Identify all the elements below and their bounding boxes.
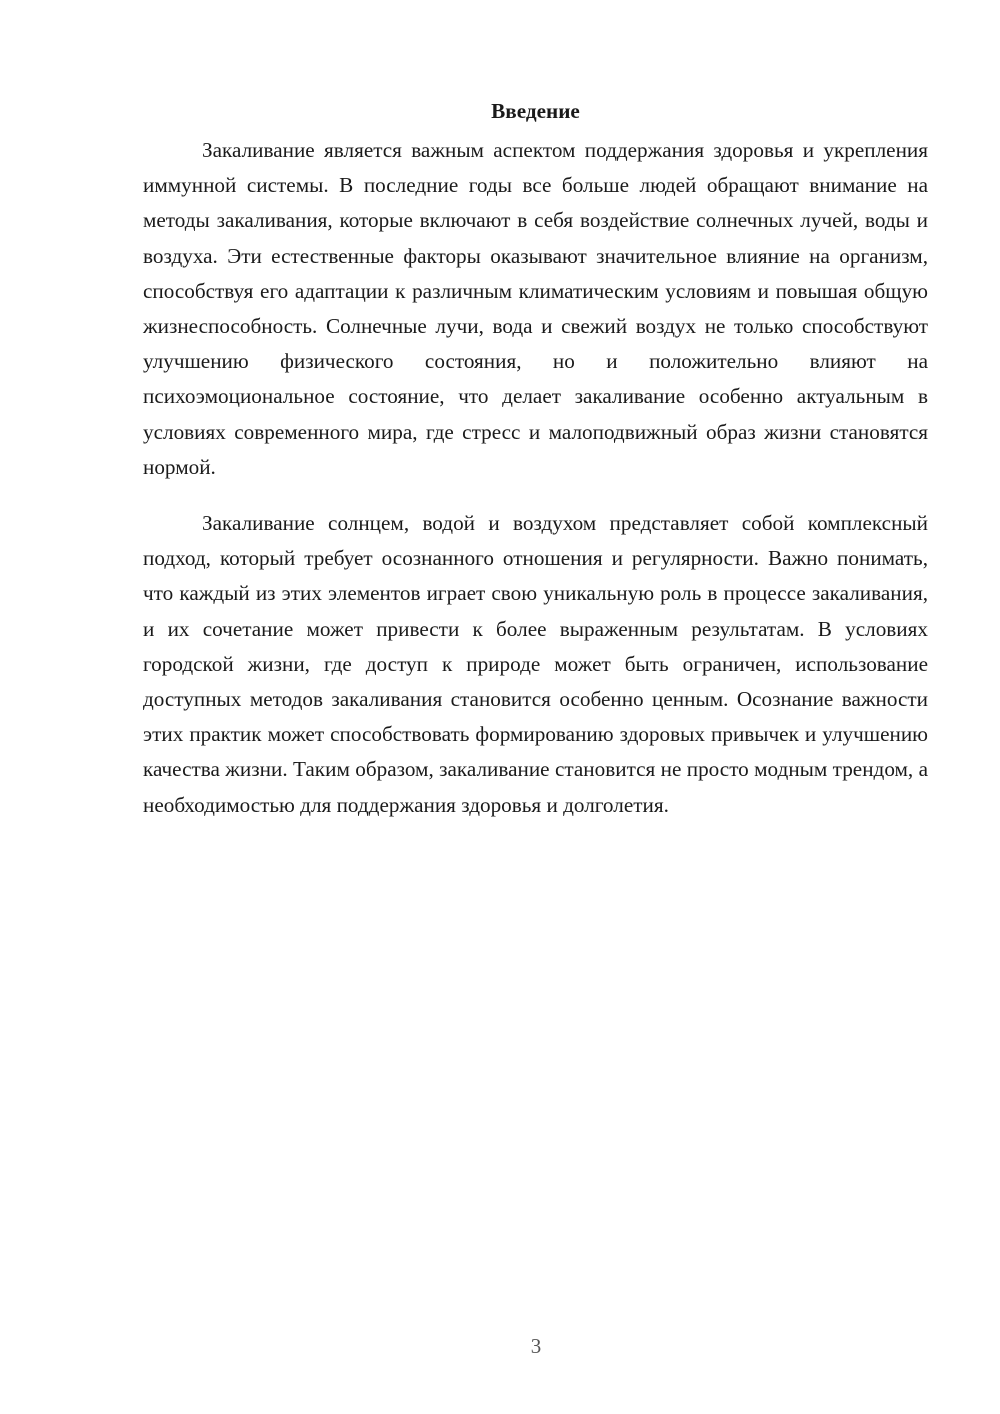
page-content — [143, 95, 928, 823]
paragraph-2: Закаливание солнцем, водой и воздухом представляет собой комплексный подход, который требует осознанного отношения и регулярности. Важно понимать, что каждый из этих элементов играет свою уникальную роль в процессе закаливания, и их сочетание может привести к более выраженным результатам. В условиях городской жизни, где доступ к природе может быть ограничен, использование доступных методов закаливания становится особенно ценным. Осознание важности этих практик может способствовать формированию здоровых привычек и улучшению качества жизни. Таким образом, закаливание становится не просто модным трендом, а необходимостью для поддержания здоровья и долголетия. — [143, 511, 928, 817]
paragraph-1: Закаливание является важным аспектом поддержания здоровья и укрепления иммунной системы. В последние годы все больше людей обращают внимание на методы закаливания, которые включают в себя воздействие солнечных лучей, воды и воздуха. Эти естественные факторы оказывают значительное влияние на организм, способствуя его адаптации к различным климатическим условиям и повышая общую жизнеспособность. Солнечные лучи, вода и свежий воздух не только способствуют улучшению физического состояния, но и положительно влияют на психоэмоциональное состояние, что делает закаливание особенно актуальным в условиях современного мира, где стресс и малоподвижный образ жизни становятся нормой. — [143, 138, 928, 479]
page-number: 3 — [530, 1334, 542, 1358]
section-heading: Введение — [491, 99, 580, 123]
